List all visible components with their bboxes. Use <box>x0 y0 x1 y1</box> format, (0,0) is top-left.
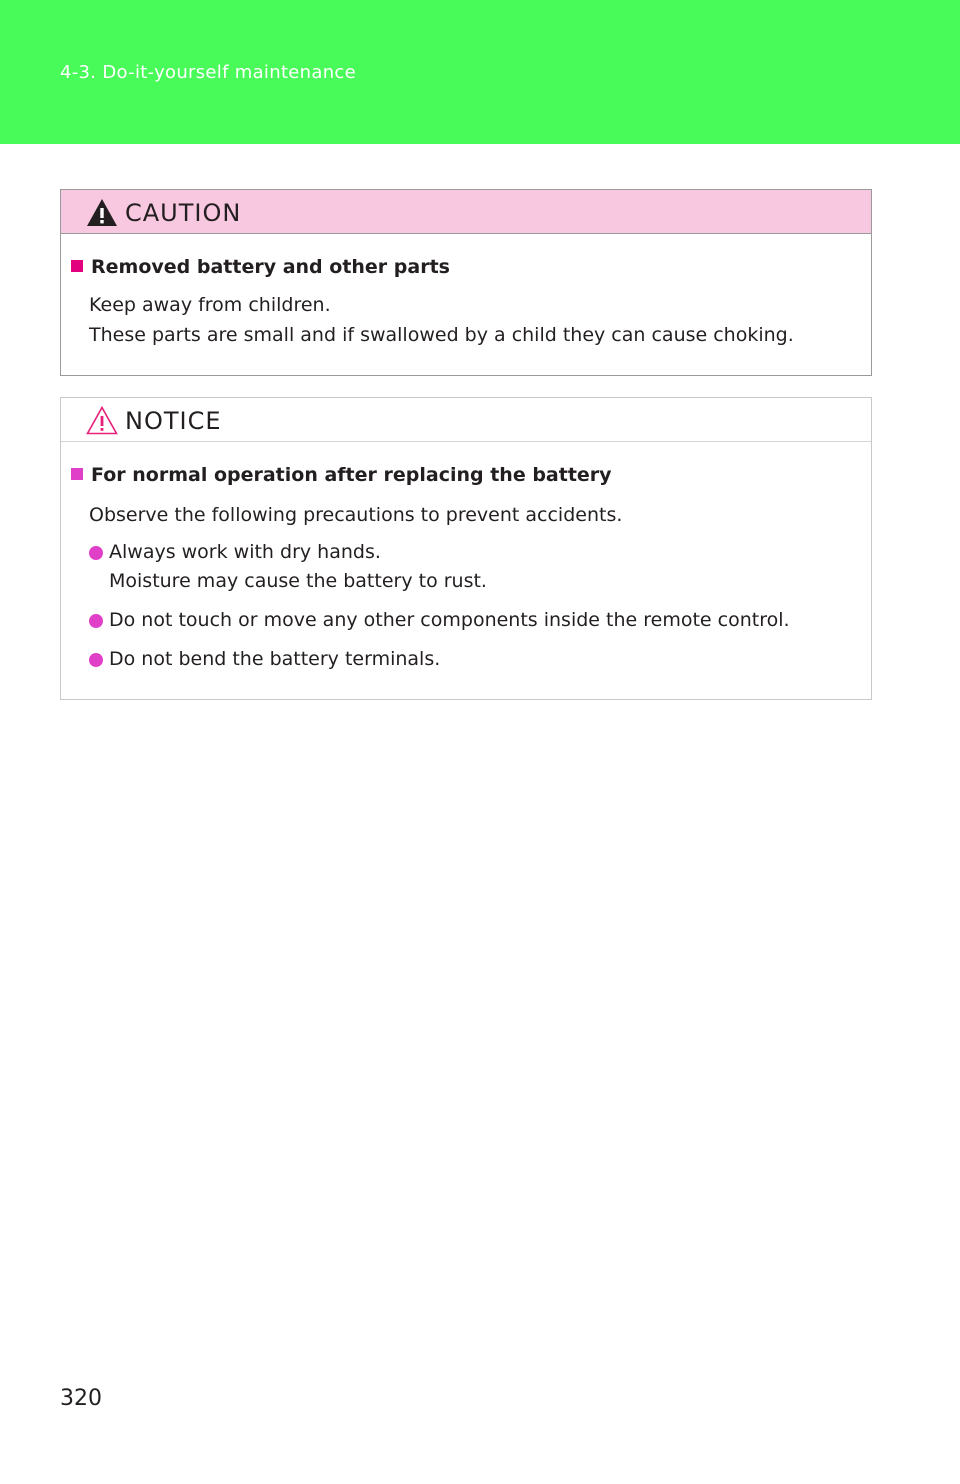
square-bullet-icon <box>71 468 83 480</box>
list-item <box>89 606 790 635</box>
caution-heading-text: Removed battery and other parts <box>91 256 450 278</box>
notice-title: NOTICE <box>125 407 222 435</box>
caution-title: CAUTION <box>125 199 242 227</box>
bullet-line: Do not bend the battery terminals. <box>109 648 441 670</box>
bullet-line: Do not touch or move any other components inside the remote control. <box>109 609 790 631</box>
caution-header <box>61 190 871 234</box>
notice-intro: Observe the following precautions to prevent accidents. <box>89 504 623 526</box>
warning-triangle-filled-icon <box>85 197 119 228</box>
list-item <box>89 645 440 674</box>
bullet-line: Always work with dry hands. <box>109 541 381 563</box>
notice-heading <box>71 464 612 486</box>
caution-line: Keep away from children. <box>89 294 331 316</box>
list-item <box>89 538 487 596</box>
header-band <box>0 0 960 144</box>
round-bullet-icon <box>89 614 103 628</box>
page-number: 320 <box>60 1386 102 1411</box>
section-title: 4-3. Do-it-yourself maintenance <box>60 62 356 83</box>
notice-heading-text: For normal operation after replacing the battery <box>91 464 612 486</box>
notice-header <box>61 398 871 442</box>
caution-line: These parts are small and if swallowed by a child they can cause choking. <box>89 324 794 346</box>
bullet-line: Moisture may cause the battery to rust. <box>109 570 487 592</box>
caution-heading <box>71 256 450 278</box>
round-bullet-icon <box>89 653 103 667</box>
warning-triangle-outline-icon <box>85 405 119 436</box>
caution-box <box>60 189 872 376</box>
square-bullet-icon <box>71 260 83 272</box>
round-bullet-icon <box>89 546 103 560</box>
notice-box <box>60 397 872 700</box>
